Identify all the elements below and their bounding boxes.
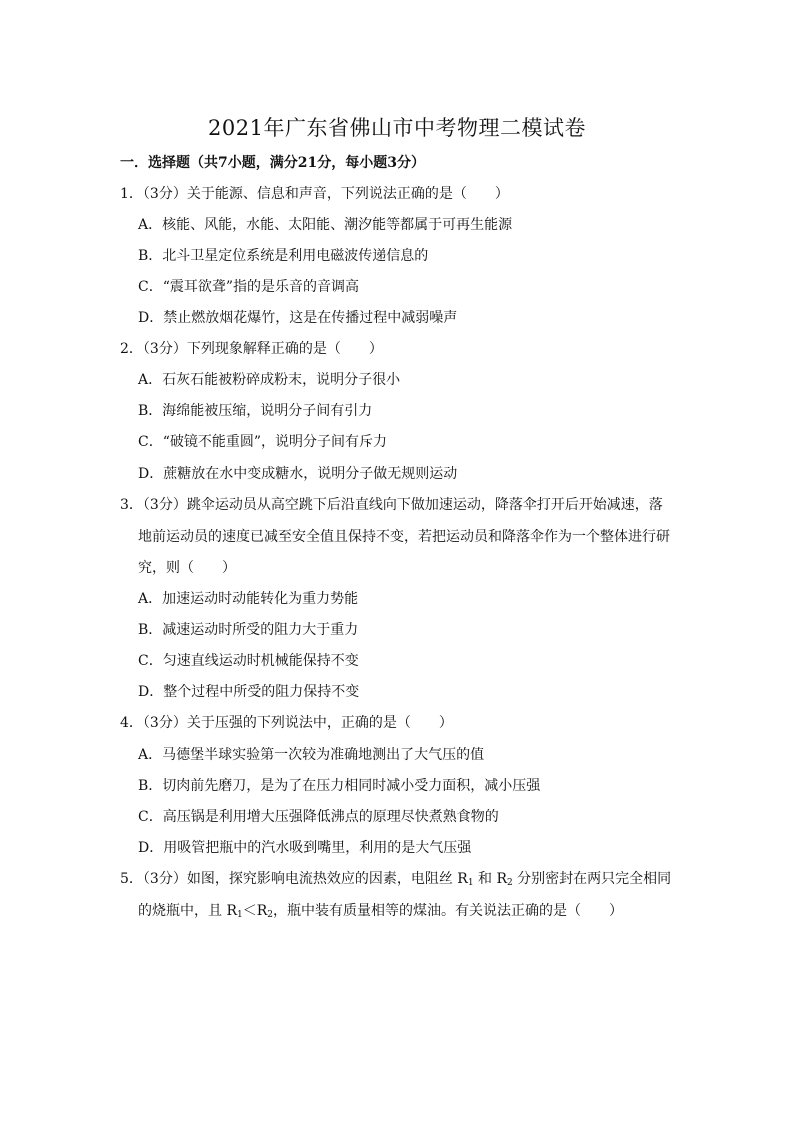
page-title: 2021年广东省佛山市中考物理二模试卷 <box>208 116 586 140</box>
question-3-option-d: D．整个过程中所受的阻力保持不变 <box>138 684 360 700</box>
question-1-option-a: A．核能、风能，水能、太阳能、潮汐能等都属于可再生能源 <box>138 217 513 233</box>
question-1-option-d: D．禁止燃放烟花爆竹，这是在传播过程中减弱噪声 <box>138 310 458 326</box>
question-4-option-d: D．用吸管把瓶中的汽水吸到嘴里，利用的是大气压强 <box>138 840 472 856</box>
q5-text: ，瓶中装有质量相等的煤油。有关说法正确的是（ ） <box>273 903 624 919</box>
question-2-stem: 2．（3分）下列现象解释正确的是（ ） <box>120 341 383 357</box>
question-3-stem-line-1: 3．（3分）跳伞运动员从高空跳下后沿直线向下做加速运动，降落伞打开后开始减速，落 <box>120 497 663 513</box>
q5-text: 5．（3分）如图，探究影响电流热效应的因素，电阻丝 R <box>120 871 468 887</box>
q5-text: 分别密封在两只完全相同 <box>512 871 672 887</box>
question-1-stem: 1．（3分）关于能源、信息和声音，下列说法正确的是（ ） <box>120 186 509 202</box>
q5-text: 和 R <box>473 871 507 887</box>
question-2-option-d: D．蔗糖放在水中变成糖水，说明分子做无规则运动 <box>138 466 458 482</box>
question-3-stem-line-3: 究，则（ ） <box>138 560 236 576</box>
section-heading: 一．选择题（共7小题，满分21分，每小题3分） <box>120 155 425 171</box>
question-5-stem-line-1 <box>120 869 671 893</box>
question-1-option-b: B．北斗卫星定位系统是利用电磁波传递信息的 <box>138 248 429 264</box>
question-3-option-a: A．加速运动时动能转化为重力势能 <box>138 591 359 607</box>
question-4-option-b: B．切肉前先磨刀，是为了在压力相同时减小受力面积，减小压强 <box>138 778 541 794</box>
subscript: 2 <box>507 878 513 888</box>
q5-text: ＜R <box>242 903 268 919</box>
question-3-stem-line-2: 地前运动员的速度已减至安全值且保持不变，若把运动员和降落伞作为一个整体进行研 <box>138 529 670 545</box>
question-2-option-c: C．“破镜不能重圆”，说明分子间有斥力 <box>138 434 388 450</box>
question-4-stem: 4．（3分）关于压强的下列说法中，正确的是（ ） <box>120 715 453 731</box>
subscript: 1 <box>237 910 243 920</box>
question-4-option-a: A．马德堡半球实验第一次较为准确地测出了大气压的值 <box>138 747 485 763</box>
question-3-option-b: B．减速运动时所受的阻力大于重力 <box>138 622 359 638</box>
question-3-option-c: C．匀速直线运动时机械能保持不变 <box>138 653 359 669</box>
question-1-option-c: C．“震耳欲聋”指的是乐音的音调高 <box>138 279 360 295</box>
question-4-option-c: C．高压锅是利用增大压强降低沸点的原理尽快煮熟食物的 <box>138 809 499 825</box>
q5-text: 的烧瓶中，且 R <box>138 903 237 919</box>
subscript: 2 <box>267 910 274 920</box>
question-2-option-b: B．海绵能被压缩，说明分子间有引力 <box>138 403 373 419</box>
question-2-option-a: A．石灰石能被粉碎成粉末，说明分子很小 <box>138 372 401 388</box>
subscript: 1 <box>467 878 474 888</box>
question-5-stem-line-2 <box>138 901 623 925</box>
